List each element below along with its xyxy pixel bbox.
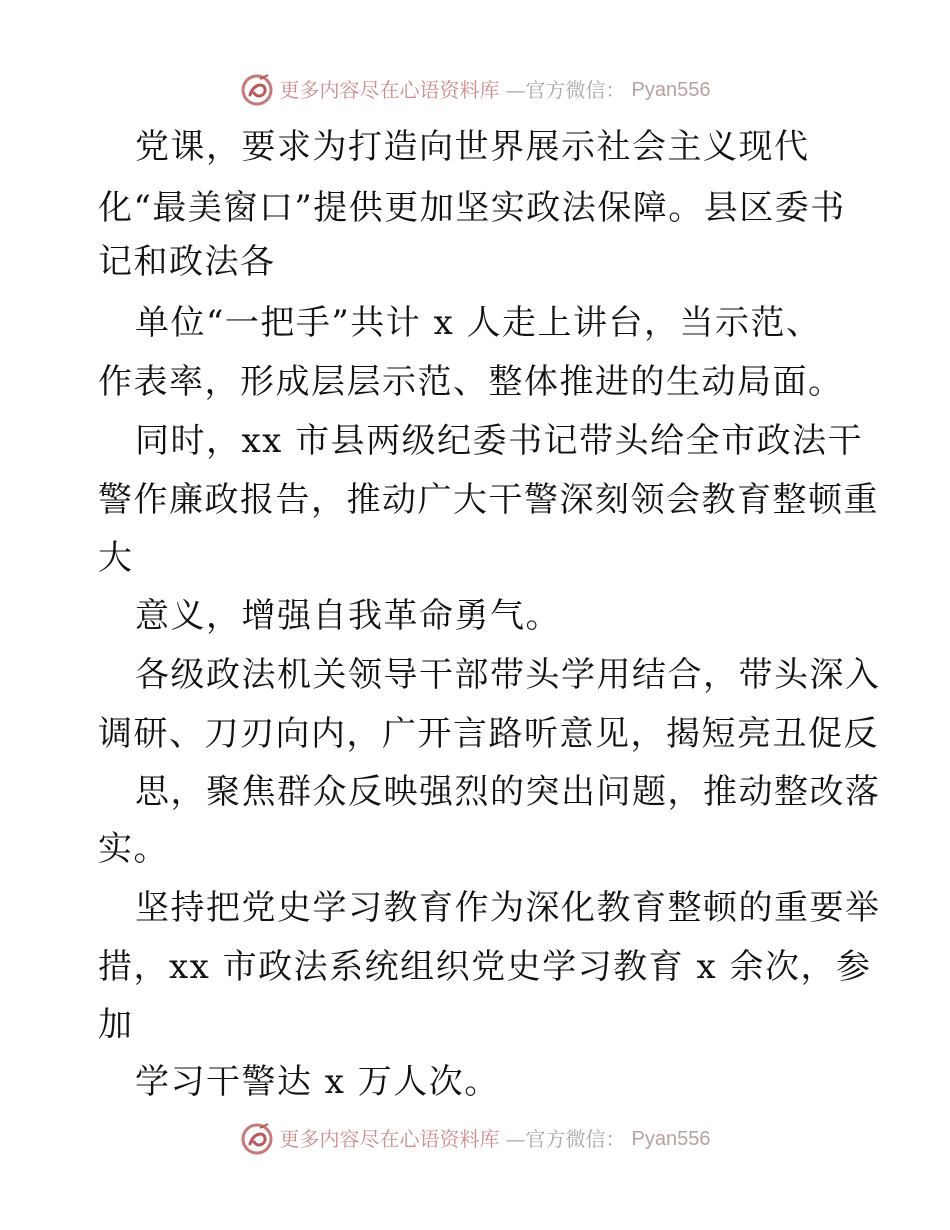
swirl-logo-icon xyxy=(240,1122,274,1156)
body-line: 党课，要求为打造向世界展示社会主义现代 xyxy=(135,127,810,167)
watermark-text-wechat: —官方微信： xyxy=(505,1127,626,1151)
body-line: 学习干警达 x 万人次。 xyxy=(135,1062,500,1102)
body-line: 措，xx 市政法系统组织党史学习教育 x 余次，参 xyxy=(98,947,872,987)
body-line: 加 xyxy=(98,1005,134,1045)
body-line: 意义，增强自我革命勇气。 xyxy=(135,596,561,636)
body-line: 单位“一把手”共计 x 人走上讲台，当示范、 xyxy=(135,303,822,343)
footer-watermark xyxy=(0,1119,950,1159)
body-line: 化“最美窗口”提供更加坚实政法保障。县区委书 xyxy=(98,188,846,228)
body-line: 记和政法各 xyxy=(98,242,276,282)
watermark-text-id: Pyan556 xyxy=(631,1128,711,1150)
body-line: 警作廉政报告，推动广大干警深刻领会教育整顿重 xyxy=(98,480,879,520)
watermark-text-main: 更多内容尽在心语资料库 xyxy=(279,78,500,102)
body-line: 思，聚焦群众反映强烈的突出问题，推动整改落 xyxy=(135,772,881,812)
watermark-text-id: Pyan556 xyxy=(631,79,711,101)
body-line: 坚持把党史学习教育作为深化教育整顿的重要举 xyxy=(135,888,881,928)
watermark-text-main: 更多内容尽在心语资料库 xyxy=(279,1127,500,1151)
body-line: 调研、刀刃向内，广开言路听意见，揭短亮丑促反 xyxy=(98,714,879,754)
body-line: 各级政法机关领导干部带头学用结合，带头深入 xyxy=(135,655,881,695)
body-line: 同时，xx 市县两级纪委书记带头给全市政法干 xyxy=(135,421,864,461)
body-line: 实。 xyxy=(98,829,169,869)
body-line: 大 xyxy=(98,538,134,578)
watermark-text-wechat: —官方微信： xyxy=(505,78,626,102)
body-line: 作表率，形成层层示范、整体推进的生动局面。 xyxy=(98,362,844,402)
